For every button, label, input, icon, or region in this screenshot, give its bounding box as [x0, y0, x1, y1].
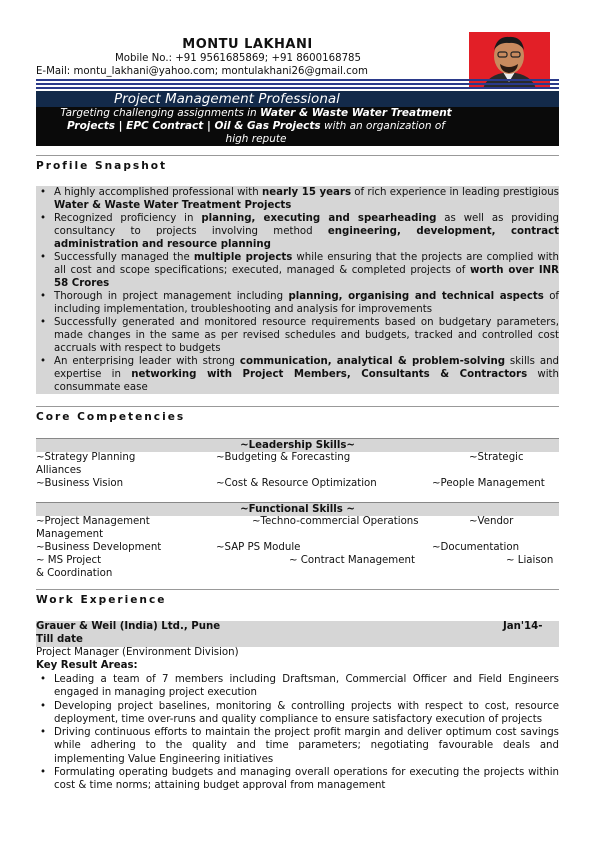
section-heading-experience: Work Experience — [36, 594, 167, 606]
list-item: • Successfully generated and monitored resource requirements based on budgetary parameters, made changes in the same as per revised schedules and budgets, tracked and controlled cost accruals with respect to budgets — [36, 316, 559, 355]
skill-item: ~Project Management — [36, 516, 150, 527]
skill-item: ~Strategic — [469, 452, 524, 463]
section-divider — [36, 155, 559, 156]
functional-skills — [36, 515, 559, 595]
skill-item: Alliances — [36, 465, 82, 476]
title-banner — [36, 91, 559, 107]
list-item: • An enterprising leader with strong communication, analytical & problem-solving skills and expertise in networking with Project Members, Consultants & Contractors with consummate ease — [36, 355, 559, 394]
list-item: • A highly accomplished professional with nearly 15 years of rich experience in leading prestigious Water & Waste Water Treatment Projects — [36, 186, 559, 212]
list-item: • Formulating operating budgets and managing overall operations for executing the projects within cost & time norms; attaining budget approval from management — [36, 766, 559, 793]
job-title: Project Manager (Environment Division) — [36, 647, 239, 658]
skill-item: ~Vendor — [469, 516, 514, 527]
skill-item: & Coordination — [36, 568, 113, 579]
skill-item: ~Cost & Resource Optimization — [216, 478, 377, 489]
company-name: Grauer & Weil (India) Ltd., Pune — [36, 621, 221, 632]
mobile-number: Mobile No.: +91 9561685869; +91 8600168785 — [115, 53, 362, 64]
profile-list — [36, 186, 559, 394]
list-item: • Successfully managed the multiple projects while ensuring that the projects are complied with all cost and scope specifications; executed, managed & completed projects of worth over INR 58 Crores — [36, 251, 559, 290]
list-item: • Leading a team of 7 members including Draftsman, Commercial Officer and Field Engineers engaged in managing project execution — [36, 673, 559, 700]
list-item: • Recognized proficiency in planning, executing and spearheading as well as providing consultancy to projects involving method engineering, development, contract administration and resource planning — [36, 212, 559, 251]
skill-item: ~Business Development — [36, 542, 162, 553]
list-item: • Developing project baselines, monitoring & controlling projects with respect to cost, resource deployment, time over-runs and quality compliance to ensure satisfactory execution of projects — [36, 700, 559, 727]
list-item: • Driving continuous efforts to maintain the project profit margin and deliver optimum cost savings while adhering to the quality and time parameters; negotiating favourable deals and implementing Value Engineering initiatives — [36, 726, 559, 766]
professional-title: Project Management Professional — [114, 91, 340, 107]
skill-item: ~Documentation — [432, 542, 520, 553]
list-item: • Thorough in project management including planning, organising and technical aspects of including implementation, troubleshooting and analysis for improvements — [36, 290, 559, 316]
candidate-name: MONTU LAKHANI — [182, 37, 313, 52]
skill-item: ~ MS Project — [36, 555, 102, 566]
skill-item: ~Business Vision — [36, 478, 124, 489]
functional-skills-heading: ~Functional Skills ~ — [36, 502, 559, 516]
skill-item: ~Strategy Planning — [36, 452, 136, 463]
skill-item: ~Budgeting & Forecasting — [216, 452, 351, 463]
section-divider — [36, 406, 559, 407]
target-statement: Targeting challenging assignments in Water & Waste Water Treatment Projects | EPC Contract | Oil & Gas Projects with an organization of high repute — [36, 107, 559, 146]
leadership-skills-row2 — [36, 477, 559, 490]
email-address: E-Mail: montu_lakhani@yahoo.com; montulakhani26@gmail.com — [36, 66, 368, 77]
header-rule — [36, 79, 559, 91]
job-dates-end: Till date — [36, 634, 83, 645]
skill-item: ~ Liaison — [506, 555, 554, 566]
employer-bar — [36, 621, 559, 647]
section-divider — [36, 589, 559, 590]
skill-item: ~People Management — [432, 478, 545, 489]
job-dates: Jan'14- — [503, 621, 543, 632]
kra-list — [36, 673, 559, 793]
skill-item: ~SAP PS Module — [216, 542, 301, 553]
skill-item: ~Techno-commercial Operations — [252, 516, 419, 527]
section-heading-competencies: Core Competencies — [36, 411, 186, 423]
kra-label: Key Result Areas: — [36, 660, 138, 671]
leadership-skills-heading: ~Leadership Skills~ — [36, 438, 559, 452]
section-heading-profile: Profile Snapshot — [36, 160, 168, 172]
skill-item: ~ Contract Management — [289, 555, 415, 566]
skill-item: Management — [36, 529, 104, 540]
leadership-skills — [36, 451, 559, 477]
